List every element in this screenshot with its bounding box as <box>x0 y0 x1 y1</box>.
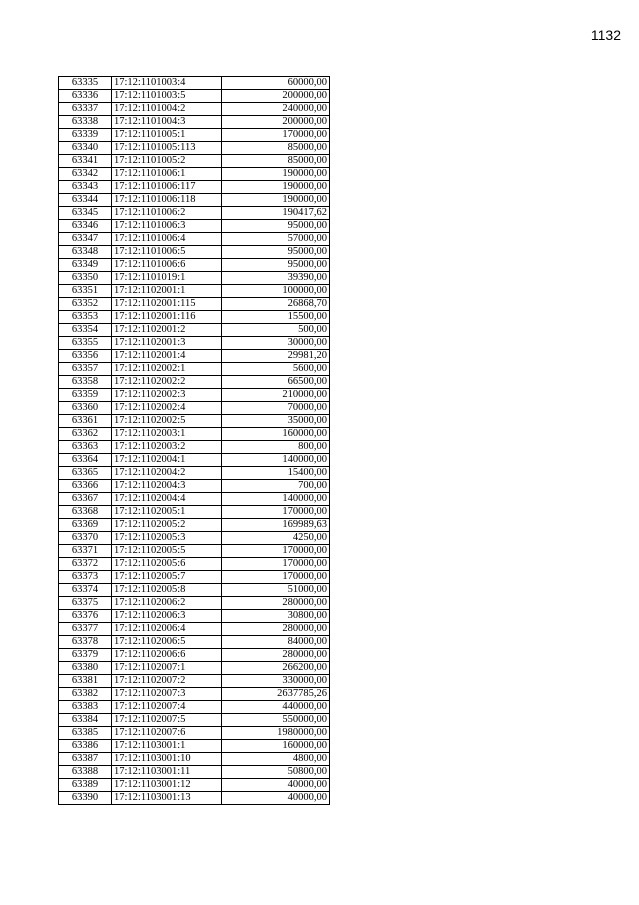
cadastral-number-cell: 17:12:1102005:3 <box>112 532 222 545</box>
row-number-cell: 63343 <box>59 181 112 194</box>
value-cell: 169989,63 <box>222 519 330 532</box>
row-number-cell: 63336 <box>59 90 112 103</box>
row-number-cell: 63367 <box>59 493 112 506</box>
cadastral-number-cell: 17:12:1101006:118 <box>112 194 222 207</box>
row-number-cell: 63348 <box>59 246 112 259</box>
cadastral-number-cell: 17:12:1102006:2 <box>112 597 222 610</box>
table-row <box>59 168 330 181</box>
row-number-cell: 63379 <box>59 649 112 662</box>
table-row <box>59 454 330 467</box>
cadastral-number-cell: 17:12:1101005:1 <box>112 129 222 142</box>
value-cell: 40000,00 <box>222 792 330 805</box>
value-cell: 140000,00 <box>222 454 330 467</box>
row-number-cell: 63358 <box>59 376 112 389</box>
row-number-cell: 63337 <box>59 103 112 116</box>
table-row <box>59 233 330 246</box>
table-row <box>59 259 330 272</box>
cadastral-number-cell: 17:12:1102001:4 <box>112 350 222 363</box>
value-cell: 440000,00 <box>222 701 330 714</box>
row-number-cell: 63359 <box>59 389 112 402</box>
cadastral-number-cell: 17:12:1101004:3 <box>112 116 222 129</box>
row-number-cell: 63350 <box>59 272 112 285</box>
row-number-cell: 63346 <box>59 220 112 233</box>
cadastral-number-cell: 17:12:1101003:4 <box>112 77 222 90</box>
value-cell: 200000,00 <box>222 116 330 129</box>
row-number-cell: 63342 <box>59 168 112 181</box>
value-cell: 95000,00 <box>222 220 330 233</box>
row-number-cell: 63378 <box>59 636 112 649</box>
table-row <box>59 558 330 571</box>
value-cell: 15500,00 <box>222 311 330 324</box>
row-number-cell: 63370 <box>59 532 112 545</box>
cadastral-number-cell: 17:12:1102004:1 <box>112 454 222 467</box>
value-cell: 100000,00 <box>222 285 330 298</box>
row-number-cell: 63351 <box>59 285 112 298</box>
table-row <box>59 428 330 441</box>
row-number-cell: 63364 <box>59 454 112 467</box>
table-row <box>59 298 330 311</box>
cadastral-number-cell: 17:12:1102005:7 <box>112 571 222 584</box>
value-cell: 40000,00 <box>222 779 330 792</box>
table-row <box>59 701 330 714</box>
table-row <box>59 753 330 766</box>
cadastral-number-cell: 17:12:1102004:4 <box>112 493 222 506</box>
cadastral-number-cell: 17:12:1102002:2 <box>112 376 222 389</box>
cadastral-number-cell: 17:12:1101006:117 <box>112 181 222 194</box>
row-number-cell: 63387 <box>59 753 112 766</box>
table-row <box>59 571 330 584</box>
row-number-cell: 63356 <box>59 350 112 363</box>
row-number-cell: 63376 <box>59 610 112 623</box>
value-cell: 2637785,26 <box>222 688 330 701</box>
value-cell: 95000,00 <box>222 259 330 272</box>
cadastral-number-cell: 17:12:1101006:2 <box>112 207 222 220</box>
cadastral-number-cell: 17:12:1101004:2 <box>112 103 222 116</box>
table-row <box>59 506 330 519</box>
table-row <box>59 714 330 727</box>
cadastral-number-cell: 17:12:1102007:6 <box>112 727 222 740</box>
value-cell: 330000,00 <box>222 675 330 688</box>
table-row <box>59 402 330 415</box>
value-cell: 60000,00 <box>222 77 330 90</box>
cadastral-number-cell: 17:12:1102004:3 <box>112 480 222 493</box>
cadastral-number-cell: 17:12:1102002:4 <box>112 402 222 415</box>
table-row <box>59 545 330 558</box>
table-row <box>59 129 330 142</box>
row-number-cell: 63341 <box>59 155 112 168</box>
table-row <box>59 519 330 532</box>
table-row <box>59 285 330 298</box>
table-row <box>59 610 330 623</box>
table-row <box>59 779 330 792</box>
cadastral-number-cell: 17:12:1102003:2 <box>112 441 222 454</box>
value-cell: 240000,00 <box>222 103 330 116</box>
value-cell: 30800,00 <box>222 610 330 623</box>
row-number-cell: 63357 <box>59 363 112 376</box>
value-cell: 57000,00 <box>222 233 330 246</box>
cadastral-number-cell: 17:12:1101006:4 <box>112 233 222 246</box>
row-number-cell: 63384 <box>59 714 112 727</box>
cadastral-number-cell: 17:12:1103001:13 <box>112 792 222 805</box>
row-number-cell: 63362 <box>59 428 112 441</box>
value-cell: 160000,00 <box>222 428 330 441</box>
cadastral-number-cell: 17:12:1102007:4 <box>112 701 222 714</box>
cadastral-number-cell: 17:12:1101006:5 <box>112 246 222 259</box>
cadastral-number-cell: 17:12:1102006:4 <box>112 623 222 636</box>
table-row <box>59 675 330 688</box>
table-row <box>59 103 330 116</box>
cadastral-number-cell: 17:12:1102005:6 <box>112 558 222 571</box>
row-number-cell: 63335 <box>59 77 112 90</box>
row-number-cell: 63381 <box>59 675 112 688</box>
row-number-cell: 63377 <box>59 623 112 636</box>
value-cell: 160000,00 <box>222 740 330 753</box>
table-row <box>59 662 330 675</box>
ledger-table <box>58 76 330 805</box>
value-cell: 800,00 <box>222 441 330 454</box>
row-number-cell: 63369 <box>59 519 112 532</box>
value-cell: 280000,00 <box>222 649 330 662</box>
table-row <box>59 181 330 194</box>
cadastral-number-cell: 17:12:1102001:1 <box>112 285 222 298</box>
cadastral-number-cell: 17:12:1102006:6 <box>112 649 222 662</box>
row-number-cell: 63388 <box>59 766 112 779</box>
row-number-cell: 63389 <box>59 779 112 792</box>
table-row <box>59 324 330 337</box>
cadastral-number-cell: 17:12:1102003:1 <box>112 428 222 441</box>
cadastral-number-cell: 17:12:1102001:115 <box>112 298 222 311</box>
cadastral-number-cell: 17:12:1102007:2 <box>112 675 222 688</box>
value-cell: 200000,00 <box>222 90 330 103</box>
cadastral-number-cell: 17:12:1101003:5 <box>112 90 222 103</box>
ledger-table-body <box>59 77 330 805</box>
cadastral-number-cell: 17:12:1103001:11 <box>112 766 222 779</box>
table-row <box>59 311 330 324</box>
table-row <box>59 90 330 103</box>
cadastral-number-cell: 17:12:1102001:3 <box>112 337 222 350</box>
table-row <box>59 792 330 805</box>
row-number-cell: 63338 <box>59 116 112 129</box>
value-cell: 51000,00 <box>222 584 330 597</box>
row-number-cell: 63380 <box>59 662 112 675</box>
row-number-cell: 63383 <box>59 701 112 714</box>
table-row <box>59 649 330 662</box>
cadastral-number-cell: 17:12:1101005:2 <box>112 155 222 168</box>
value-cell: 170000,00 <box>222 571 330 584</box>
value-cell: 39390,00 <box>222 272 330 285</box>
row-number-cell: 63352 <box>59 298 112 311</box>
row-number-cell: 63353 <box>59 311 112 324</box>
cadastral-number-cell: 17:12:1102005:8 <box>112 584 222 597</box>
cadastral-number-cell: 17:12:1101006:3 <box>112 220 222 233</box>
cadastral-number-cell: 17:12:1103001:12 <box>112 779 222 792</box>
cadastral-number-cell: 17:12:1102007:1 <box>112 662 222 675</box>
table-row <box>59 597 330 610</box>
value-cell: 170000,00 <box>222 545 330 558</box>
value-cell: 26868,70 <box>222 298 330 311</box>
value-cell: 170000,00 <box>222 558 330 571</box>
table-row <box>59 740 330 753</box>
row-number-cell: 63371 <box>59 545 112 558</box>
table-row <box>59 220 330 233</box>
table-row <box>59 350 330 363</box>
table-row <box>59 623 330 636</box>
cadastral-number-cell: 17:12:1102001:2 <box>112 324 222 337</box>
value-cell: 190417,62 <box>222 207 330 220</box>
row-number-cell: 63363 <box>59 441 112 454</box>
row-number-cell: 63340 <box>59 142 112 155</box>
table-row <box>59 532 330 545</box>
table-row <box>59 441 330 454</box>
cadastral-number-cell: 17:12:1101019:1 <box>112 272 222 285</box>
value-cell: 29981,20 <box>222 350 330 363</box>
value-cell: 70000,00 <box>222 402 330 415</box>
value-cell: 5600,00 <box>222 363 330 376</box>
row-number-cell: 63347 <box>59 233 112 246</box>
value-cell: 190000,00 <box>222 194 330 207</box>
row-number-cell: 63374 <box>59 584 112 597</box>
table-row <box>59 116 330 129</box>
cadastral-number-cell: 17:12:1101006:1 <box>112 168 222 181</box>
cadastral-number-cell: 17:12:1103001:1 <box>112 740 222 753</box>
table-row <box>59 272 330 285</box>
table-row <box>59 155 330 168</box>
value-cell: 30000,00 <box>222 337 330 350</box>
value-cell: 4800,00 <box>222 753 330 766</box>
table-row <box>59 246 330 259</box>
table-row <box>59 766 330 779</box>
value-cell: 35000,00 <box>222 415 330 428</box>
row-number-cell: 63373 <box>59 571 112 584</box>
value-cell: 66500,00 <box>222 376 330 389</box>
cadastral-number-cell: 17:12:1102005:1 <box>112 506 222 519</box>
row-number-cell: 63365 <box>59 467 112 480</box>
value-cell: 700,00 <box>222 480 330 493</box>
cadastral-number-cell: 17:12:1102005:5 <box>112 545 222 558</box>
table-row <box>59 194 330 207</box>
table-row <box>59 389 330 402</box>
cadastral-number-cell: 17:12:1102007:3 <box>112 688 222 701</box>
value-cell: 550000,00 <box>222 714 330 727</box>
cadastral-number-cell: 17:12:1102005:2 <box>112 519 222 532</box>
value-cell: 1980000,00 <box>222 727 330 740</box>
value-cell: 190000,00 <box>222 181 330 194</box>
value-cell: 190000,00 <box>222 168 330 181</box>
value-cell: 280000,00 <box>222 623 330 636</box>
value-cell: 85000,00 <box>222 155 330 168</box>
table-row <box>59 207 330 220</box>
table-row <box>59 363 330 376</box>
value-cell: 280000,00 <box>222 597 330 610</box>
table-row <box>59 636 330 649</box>
value-cell: 500,00 <box>222 324 330 337</box>
value-cell: 210000,00 <box>222 389 330 402</box>
value-cell: 95000,00 <box>222 246 330 259</box>
cadastral-number-cell: 17:12:1102007:5 <box>112 714 222 727</box>
cadastral-number-cell: 17:12:1102002:1 <box>112 363 222 376</box>
table-row <box>59 493 330 506</box>
cadastral-number-cell: 17:12:1101006:6 <box>112 259 222 272</box>
row-number-cell: 63345 <box>59 207 112 220</box>
row-number-cell: 63385 <box>59 727 112 740</box>
table-row <box>59 142 330 155</box>
cadastral-number-cell: 17:12:1101005:113 <box>112 142 222 155</box>
row-number-cell: 63375 <box>59 597 112 610</box>
cadastral-number-cell: 17:12:1102006:3 <box>112 610 222 623</box>
table-row <box>59 688 330 701</box>
value-cell: 4250,00 <box>222 532 330 545</box>
table-row <box>59 77 330 90</box>
row-number-cell: 63355 <box>59 337 112 350</box>
value-cell: 140000,00 <box>222 493 330 506</box>
value-cell: 170000,00 <box>222 129 330 142</box>
table-row <box>59 727 330 740</box>
row-number-cell: 63354 <box>59 324 112 337</box>
value-cell: 266200,00 <box>222 662 330 675</box>
table-row <box>59 467 330 480</box>
table-row <box>59 337 330 350</box>
row-number-cell: 63361 <box>59 415 112 428</box>
row-number-cell: 63372 <box>59 558 112 571</box>
row-number-cell: 63349 <box>59 259 112 272</box>
table-row <box>59 415 330 428</box>
row-number-cell: 63339 <box>59 129 112 142</box>
cadastral-number-cell: 17:12:1102001:116 <box>112 311 222 324</box>
table-row <box>59 480 330 493</box>
page-number: 1132 <box>590 27 621 43</box>
cadastral-number-cell: 17:12:1102006:5 <box>112 636 222 649</box>
row-number-cell: 63382 <box>59 688 112 701</box>
row-number-cell: 63368 <box>59 506 112 519</box>
value-cell: 50800,00 <box>222 766 330 779</box>
value-cell: 84000,00 <box>222 636 330 649</box>
value-cell: 85000,00 <box>222 142 330 155</box>
table-row <box>59 376 330 389</box>
value-cell: 15400,00 <box>222 467 330 480</box>
row-number-cell: 63390 <box>59 792 112 805</box>
cadastral-number-cell: 17:12:1102004:2 <box>112 467 222 480</box>
row-number-cell: 63366 <box>59 480 112 493</box>
value-cell: 170000,00 <box>222 506 330 519</box>
cadastral-number-cell: 17:12:1102002:5 <box>112 415 222 428</box>
row-number-cell: 63386 <box>59 740 112 753</box>
cadastral-number-cell: 17:12:1102002:3 <box>112 389 222 402</box>
row-number-cell: 63344 <box>59 194 112 207</box>
cadastral-number-cell: 17:12:1103001:10 <box>112 753 222 766</box>
table-row <box>59 584 330 597</box>
row-number-cell: 63360 <box>59 402 112 415</box>
